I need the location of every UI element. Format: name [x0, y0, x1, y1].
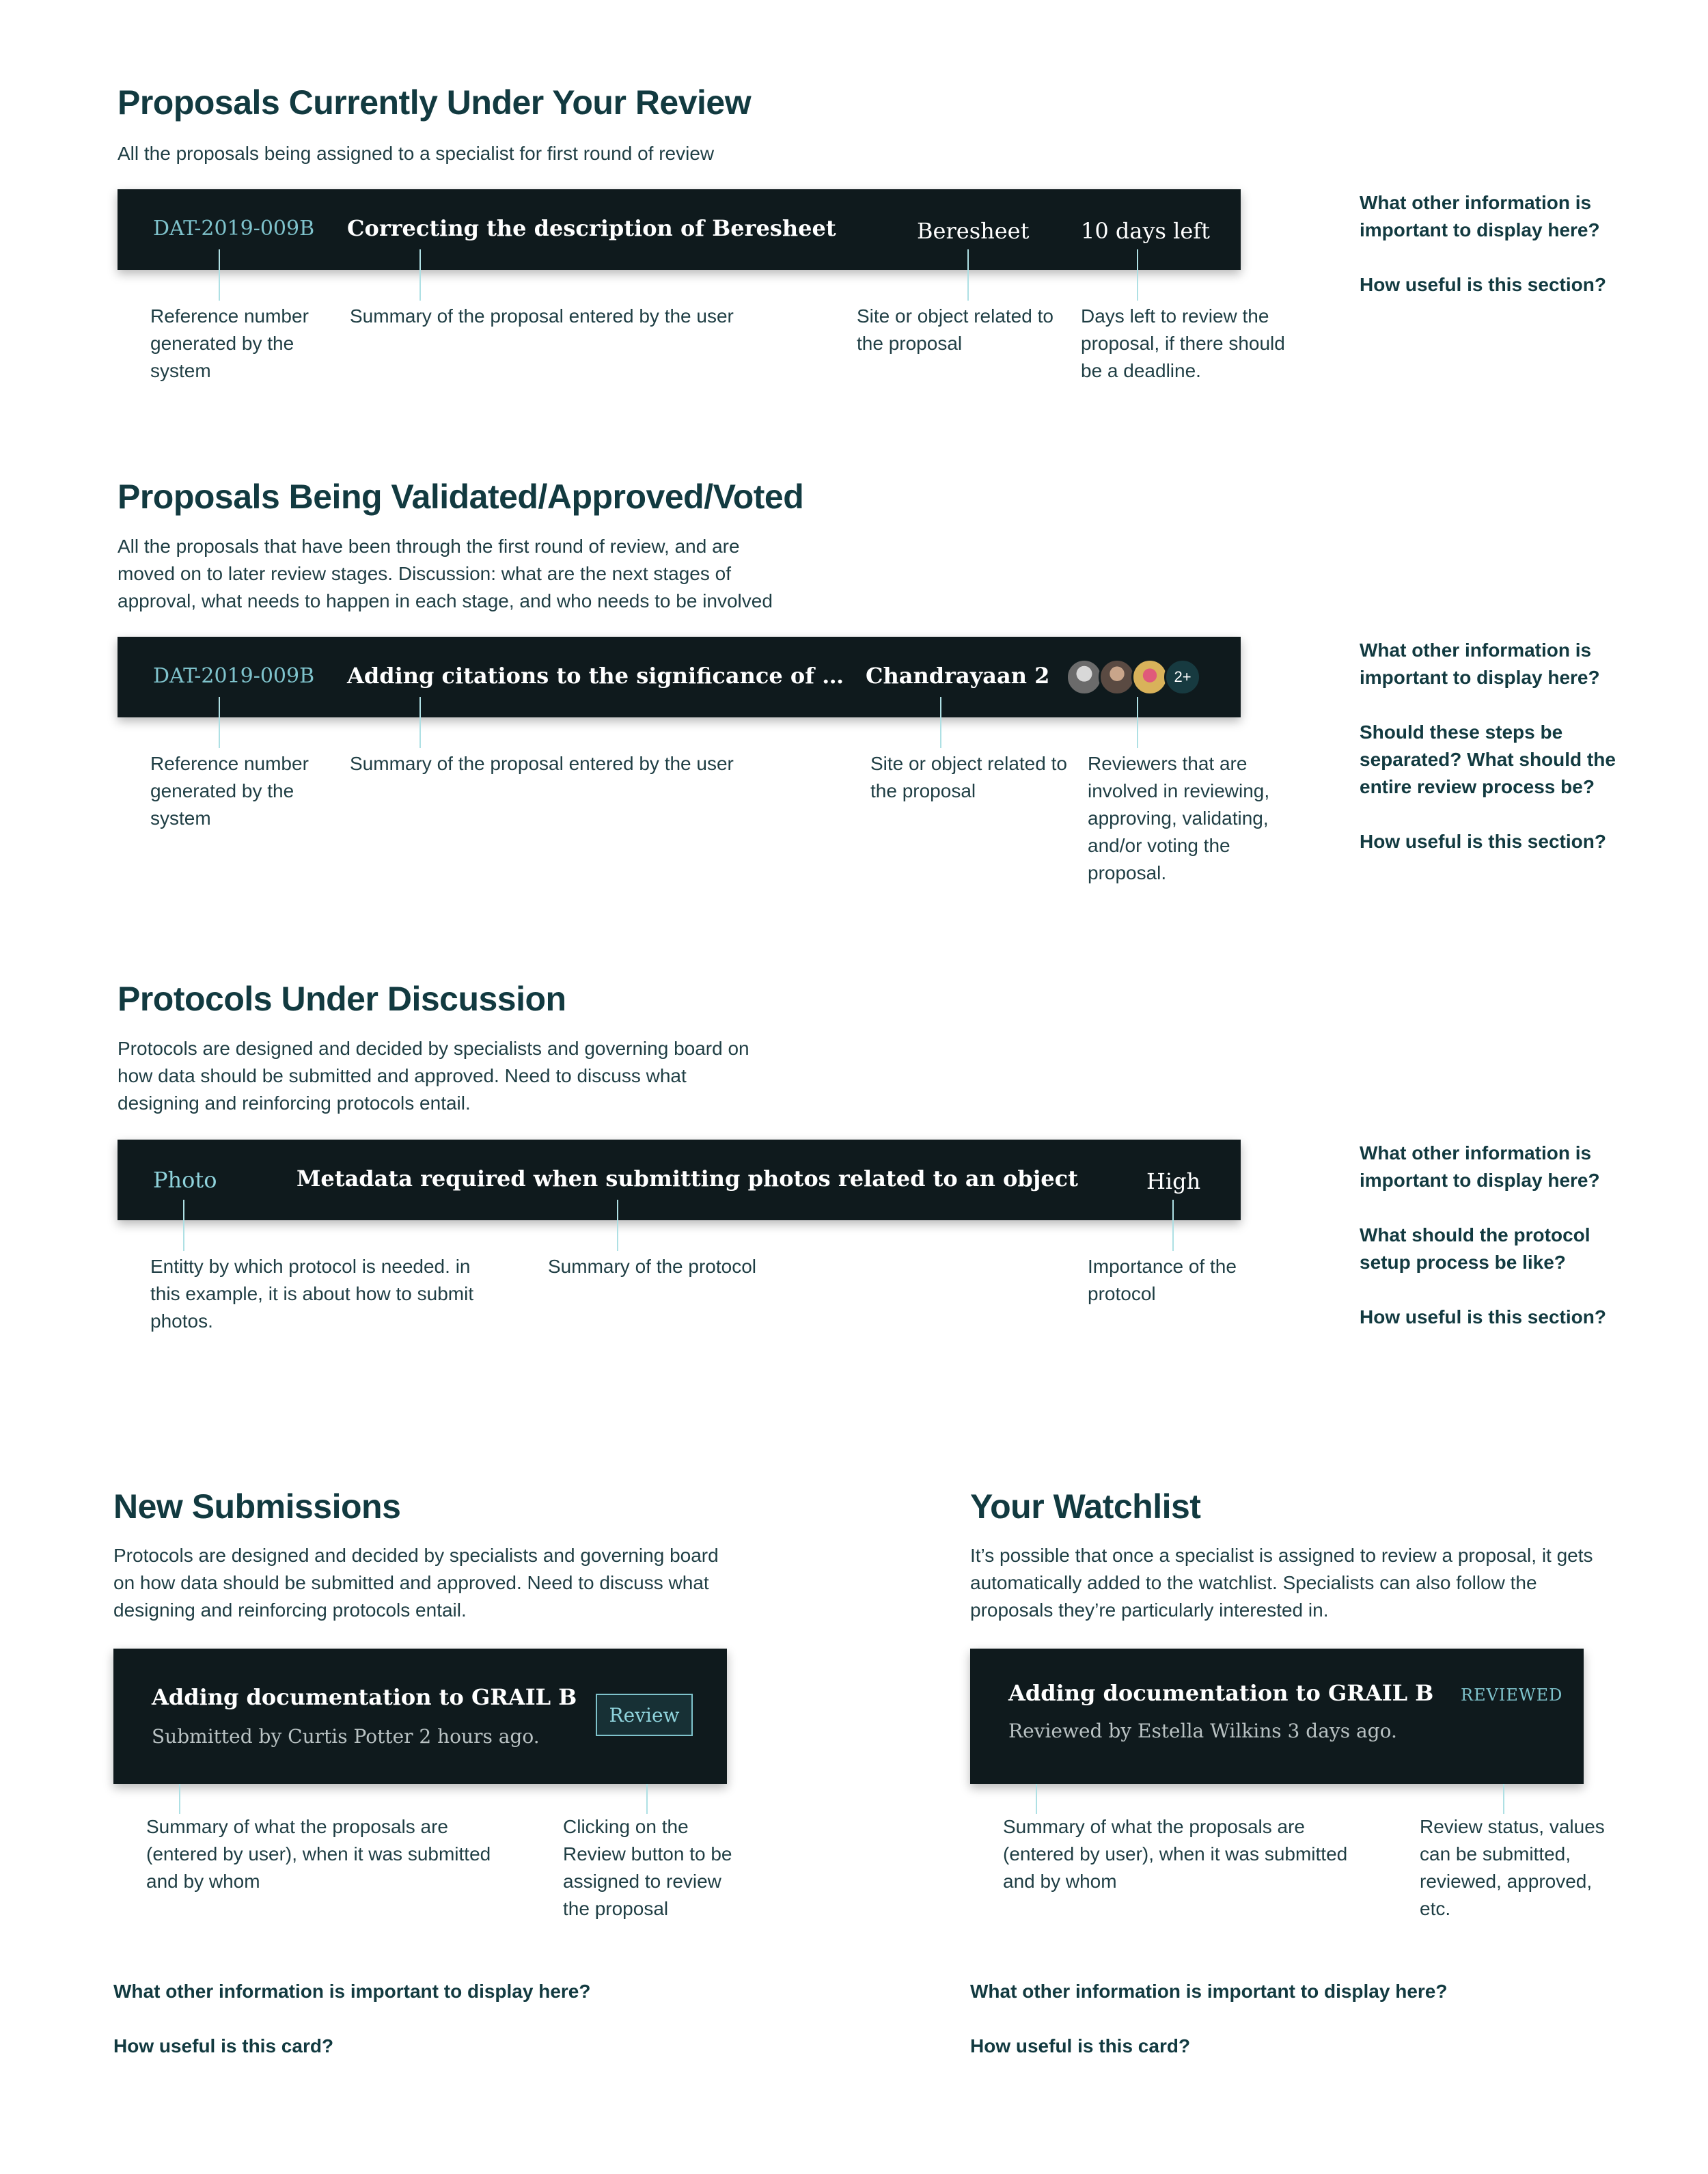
section-title-watchlist: Your Watchlist — [970, 1487, 1201, 1526]
annotation-summary: Summary of what the proposals are (entered by user), when it was submitted and by whom — [1003, 1816, 1348, 1892]
section-description: All the proposals that have been through the first round of review, and are moved on to later review stages. Discussion: what are the next stages of approval, what needs to happen in each stage, and who needs to be involved — [118, 536, 773, 611]
annotation-entity: Entitty by which protocol is needed. in this example, it is about how to submit photos. — [150, 1256, 474, 1332]
more-reviewers-badge[interactable]: 2+ — [1164, 659, 1201, 696]
card-subtitle: Submitted by Curtis Potter 2 hours ago. — [152, 1725, 540, 1748]
question: Should these steps be separated? What should the entire review process be? — [1360, 721, 1616, 797]
connector-line — [419, 697, 421, 748]
card-title: Adding documentation to GRAIL B — [152, 1684, 577, 1710]
section-title-new-submissions: New Submissions — [113, 1487, 401, 1526]
submission-card[interactable] — [113, 1649, 727, 1784]
annotation-reference: Reference number generated by the system — [150, 305, 309, 381]
card-subtitle: Reviewed by Estella Wilkins 3 days ago. — [1008, 1720, 1397, 1742]
annotation-summary: Summary of the protocol — [548, 1256, 757, 1277]
protocol-summary: Metadata required when submitting photos related to an object — [297, 1166, 1078, 1192]
question: What other information is important to display here? — [1360, 639, 1600, 688]
annotation-site: Site or object related to the proposal — [857, 305, 1053, 354]
question: How useful is this section? — [1360, 1306, 1606, 1327]
review-button[interactable]: Review — [596, 1694, 693, 1736]
connector-line — [617, 1200, 618, 1251]
question: What other information is important to display here? — [1360, 1142, 1600, 1191]
protocol-entity: Photo — [153, 1167, 217, 1193]
reference-number: DAT-2019-009B — [153, 664, 315, 688]
annotation-summary: Summary of the proposal entered by the user — [350, 753, 734, 774]
annotation-days-left: Days left to review the proposal, if there should be a deadline. — [1081, 305, 1285, 381]
protocol-importance: High — [1146, 1168, 1201, 1194]
proposal-row[interactable] — [118, 189, 1241, 270]
watchlist-card[interactable] — [970, 1649, 1584, 1784]
question: What other information is important to display here? — [970, 1981, 1448, 2002]
days-left: 10 days left — [1081, 218, 1210, 244]
question: How useful is this card? — [113, 2035, 334, 2056]
question: How useful is this section? — [1360, 831, 1606, 852]
section-description: It’s possible that once a specialist is assigned to review a proposal, it gets automatically added to the watchlist. Specialists can also follow the proposals they’re particularly interested in. — [970, 1545, 1593, 1621]
annotation-summary: Summary of the proposal entered by the user — [350, 305, 734, 327]
section-title-protocols: Protocols Under Discussion — [118, 980, 566, 1018]
reviewer-avatar[interactable] — [1066, 659, 1103, 696]
connector-line — [967, 249, 969, 301]
section-title-validated: Proposals Being Validated/Approved/Voted — [118, 478, 804, 516]
connector-line — [1172, 1200, 1174, 1251]
site-name: Beresheet — [917, 218, 1030, 244]
annotation-site: Site or object related to the proposal — [870, 753, 1067, 801]
section-description: Protocols are designed and decided by specialists and governing board on how data should be submitted and approved. Need to discuss what designing and reinforcing protocols entail. — [118, 1038, 749, 1114]
connector-line — [1503, 1784, 1504, 1814]
connector-line — [1036, 1784, 1037, 1814]
site-name: Chandrayaan 2 — [866, 663, 1050, 689]
reference-number: DAT-2019-009B — [153, 217, 315, 240]
proposal-summary: Correcting the description of Beresheet — [347, 215, 836, 241]
connector-line — [219, 697, 220, 748]
annotation-reference: Reference number generated by the system — [150, 753, 309, 829]
card-title: Adding documentation to GRAIL B — [1008, 1680, 1434, 1706]
connector-line — [1137, 249, 1138, 301]
connector-line — [419, 249, 421, 301]
review-status-badge: REVIEWED — [1461, 1685, 1563, 1705]
connector-line — [1137, 697, 1138, 748]
section-description: Protocols are designed and decided by specialists and governing board on how data should be submitted and approved. Need to discuss what designing and reinforcing protocols entail. — [113, 1545, 719, 1621]
connector-line — [183, 1200, 184, 1251]
annotation-reviewers: Reviewers that are involved in reviewing, approving, validating, and/or voting the proposal. — [1088, 753, 1270, 883]
section-title-under-review: Proposals Currently Under Your Review — [118, 83, 752, 122]
question: How useful is this section? — [1360, 274, 1606, 295]
connector-line — [219, 249, 220, 301]
reviewer-avatar[interactable] — [1099, 659, 1135, 696]
protocol-row[interactable] — [118, 1140, 1241, 1220]
section-description: All the proposals being assigned to a specialist for first round of review — [118, 143, 715, 164]
connector-line — [940, 697, 941, 748]
annotation-summary: Summary of what the proposals are (entered by user), when it was submitted and by whom — [146, 1816, 491, 1892]
connector-line — [179, 1784, 180, 1814]
question: What other information is important to display here? — [1360, 192, 1600, 240]
annotation-review-button: Clicking on the Review button to be assigned to review the proposal — [563, 1816, 732, 1919]
proposal-summary: Adding citations to the significance of … — [347, 663, 844, 689]
proposal-row[interactable] — [118, 637, 1241, 717]
question: What should the protocol setup process be like? — [1360, 1224, 1590, 1273]
connector-line — [646, 1784, 648, 1814]
annotation-importance: Importance of the protocol — [1088, 1256, 1237, 1304]
question: How useful is this card? — [970, 2035, 1191, 2056]
reviewer-avatar[interactable] — [1131, 659, 1168, 696]
annotation-review-status: Review status, values can be submitted, reviewed, approved, etc. — [1420, 1816, 1605, 1919]
question: What other information is important to display here? — [113, 1981, 591, 2002]
